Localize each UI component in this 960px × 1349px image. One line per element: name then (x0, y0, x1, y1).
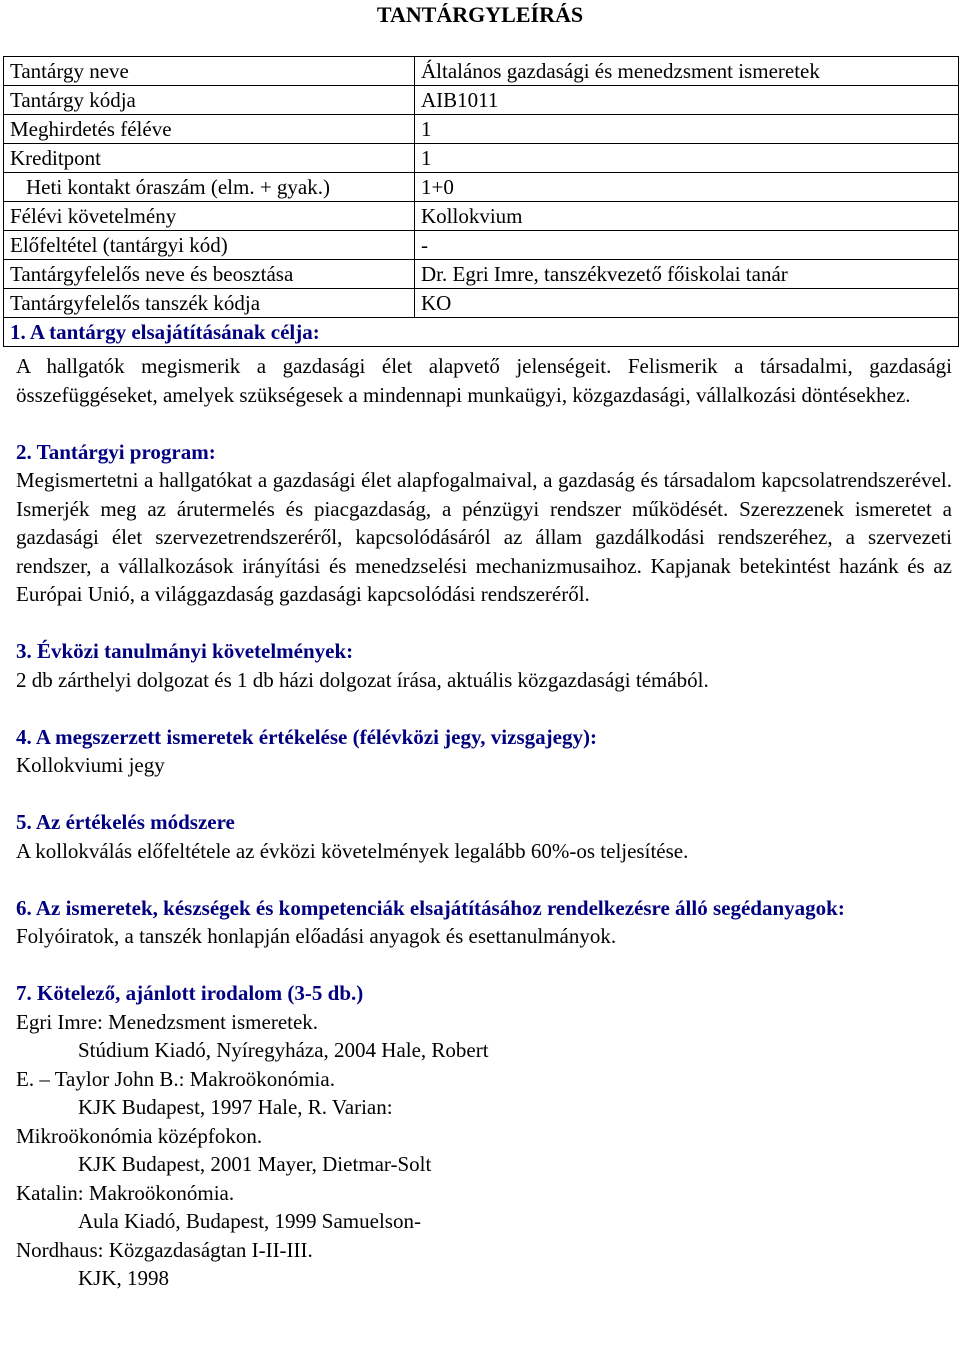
section5-title: Az értékelés módszere (35, 810, 235, 834)
section2-title: Tantárgyi program: (36, 439, 216, 464)
row-value: Kollokvium (415, 202, 959, 231)
reference-line: Nordhaus: Közgazdaságtan I-II-III. (16, 1237, 313, 1262)
row-key: Tantárgy kódja (4, 86, 415, 115)
section2-number: 2. (16, 439, 32, 464)
section3-title: Évközi tanulmányi követelmények: (37, 639, 354, 663)
reference-line: KJK Budapest, 1997 Hale, R. Varian: (78, 1095, 393, 1119)
table-row (4, 231, 959, 260)
reference-line: E. – Taylor John B.: Makroökonómia. (16, 1066, 335, 1091)
row-key: Előfeltétel (tantárgyi kód) (4, 231, 415, 260)
section4-number: 4. (16, 724, 32, 749)
reference-line: Egri Imre: Menedzsment ismeretek. (16, 1009, 319, 1034)
section7-heading: 7. Kötelező, ajánlott irodalom (3-5 db.) (16, 981, 364, 1005)
reference-line: Mikroökonómia középfokon. (16, 1123, 263, 1148)
section1-text: A hallgatók megismerik a gazdasági élet alapvető jelenségeit. Felismerik a társadalmi, gazdasági összefüggéseket, amelyek szükségesek a mindennapi munkaügyi, közgazdasági, vállalkozási döntésekhez. (16, 354, 952, 407)
row-key: Félévi követelmény (4, 202, 415, 231)
row-value: - (415, 231, 959, 260)
section6-number: 6. (16, 895, 32, 920)
table-row (4, 144, 959, 173)
reference-line: Katalin: Makroökonómia. (16, 1180, 235, 1205)
reference-line: Stúdium Kiadó, Nyíregyháza, 2004 Hale, Robert (78, 1038, 489, 1062)
section4-text: Kollokviumi jegy (16, 753, 165, 777)
table-row (4, 289, 959, 318)
section4-title: A megszerzett ismeretek értékelése (félévközi jegy, vizsgajegy): (35, 724, 597, 749)
row-key: Heti kontakt óraszám (elm. + gyak.) (4, 173, 415, 202)
row-value: 1 (415, 115, 959, 144)
row-key: Meghirdetés féléve (4, 115, 415, 144)
row-value: 1 (415, 144, 959, 173)
row-key: Tantárgyfelelős tanszék kódja (4, 289, 415, 318)
row-key: Tantárgyfelelős neve és beosztása (4, 260, 415, 289)
reference-line: KJK, 1998 (78, 1266, 170, 1290)
row-key: Kreditpont (4, 144, 415, 173)
table-row (4, 86, 959, 115)
row-value: KO (415, 289, 959, 318)
row-value: 1+0 (415, 173, 959, 202)
table-row (4, 202, 959, 231)
section6-heading (16, 894, 952, 923)
section1-heading: 1. A tantárgy elsajátításának célja: (4, 318, 959, 347)
section3-heading (16, 637, 952, 666)
table-row (4, 115, 959, 144)
section3-text: 2 db zárthelyi dolgozat és 1 db házi dolgozat írása, aktuális közgazdasági témából. (16, 667, 709, 692)
course-info-table (3, 56, 959, 347)
document-title: TANTÁRGYLEÍRÁS (376, 2, 584, 27)
table-row (4, 173, 959, 202)
document-body (16, 352, 952, 1293)
section5-number: 5. (16, 810, 32, 834)
row-value: Dr. Egri Imre, tanszékvezető főiskolai tanár (415, 260, 959, 289)
row-value: Általános gazdasági és menedzsment ismeretek (415, 57, 959, 86)
reference-line: Aula Kiadó, Budapest, 1999 Samuelson- (78, 1209, 421, 1233)
section2-heading (16, 438, 952, 467)
section6-title: Az ismeretek, készségek és kompetenciák elsajátításához rendelkezésre álló segédanyagok: (35, 895, 845, 920)
section4-heading (16, 723, 952, 752)
row-key: Tantárgy neve (4, 57, 415, 86)
section5-text: A kollokválás előfeltétele az évközi követelmények legalább 60%-os teljesítése. (16, 838, 689, 863)
table-row (4, 260, 959, 289)
reference-line: KJK Budapest, 2001 Mayer, Dietmar-Solt (78, 1152, 432, 1176)
section3-number: 3. (16, 639, 32, 663)
section2-text: Megismertetni a hallgatókat a gazdasági élet alapfogalmaival, a gazdaság és társadalom kapcsolatrendszerével. Ismerjék meg az árutermelés és piacgazdaság, a pénzügyi rendszer működését. Szerezzenek ismeretet a gazdasági élet szervezetrendszeréről, kapcsolódásáról az állam gazdálkodási rendszeréhez, a szervezeti rendszer, a vállalkozások irányítási és menedzselési mechanizmusaihoz. Kapjanak betekintést hazánk és az Európai Unió, a világgazdaság gazdasági kapcsolódási rendszeréről. (16, 468, 952, 606)
section5-heading (16, 808, 952, 837)
row-value: AIB1011 (415, 86, 959, 115)
table-row-goal-heading (4, 318, 959, 347)
section6-text: Folyóiratok, a tanszék honlapján előadási anyagok és esettanulmányok. (16, 924, 617, 948)
table-row (4, 57, 959, 86)
